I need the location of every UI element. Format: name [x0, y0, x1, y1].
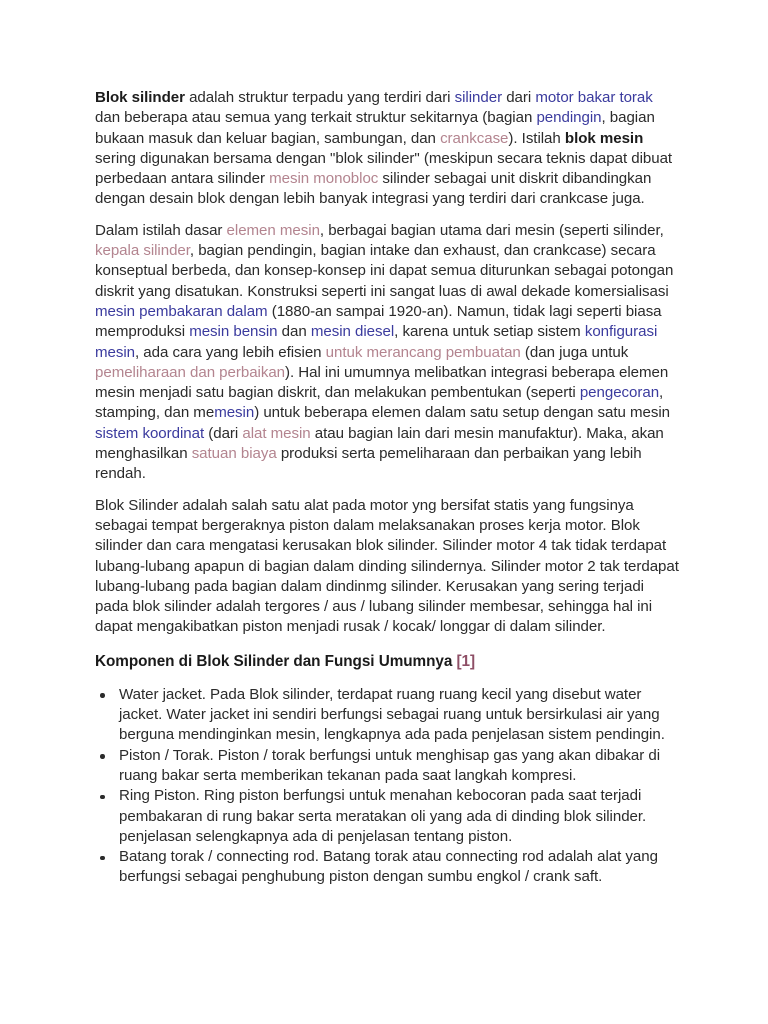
text-run: , berbagai bagian utama dari mesin (seperti silinder, [319, 221, 664, 239]
text-run: ). Hal ini umumnya melibatkan integrasi beberapa elemen mesin menjadi satu bagian diskrit, dan melakukan pembentukan (seperti [95, 363, 669, 402]
link-alat-mesin[interactable]: alat mesin [242, 424, 311, 442]
term-blok-silinder: Blok silinder [95, 89, 185, 106]
text-run: silinder sebagai unit diskrit dibandingkan dengan desain blok dengan lebih banyak integrasi yang terdiri dari crankcase juga. [95, 170, 652, 208]
paragraph-blok-silinder-fungsi: Blok Silinder adalah salah satu alat pada motor yng bersifat statis yang fungsinya sebagai tempat bergeraknya piston dalam melaksanakan proses kerja motor. Blok silinder dan cara mengatasi kerusakan blok silinder. Silinder motor 4 tak tidak terdapat lubang-lubang apapun di bagian dalam dinding silindernya. Silinder motor 2 tak terdapat lubang-lubang pada bagian dalam dindinmg silinder. Kerusakan yang sering terjadi pada blok silinder adalah tergores / aus / lubang silinder membesar, sehingga hal ini dapat mengakibatkan piston menjadi rusak / kocak/ longgar di dalam silinder. [95, 496, 679, 636]
list-item-text: Ring Piston. Ring piston berfungsi untuk menahan kebocoran pada saat terjadi pembakaran di rung bakar serta meratakan oli yang ada di dinding blok silinder. penjelasan selengkapnya ada di penjelasan tentang piston. [119, 787, 647, 845]
text-run: (dan juga untuk [520, 343, 629, 361]
link-pemeliharaan-dan-perbaikan[interactable]: pemeliharaan dan perbaikan [95, 363, 286, 381]
text-run: , karena untuk setiap sistem [394, 323, 585, 341]
text-run: Dalam istilah dasar [95, 221, 227, 239]
text-run: dan beberapa atau semua yang terkait struktur sekitarnya (bagian [95, 109, 537, 127]
komponen-list [95, 685, 679, 888]
link-mesin[interactable]: mesin [214, 404, 255, 422]
link-pendingin[interactable]: pendingin [536, 109, 602, 127]
link-untuk-merancang-pembuatan[interactable]: untuk merancang pembuatan [325, 343, 521, 361]
heading-title: Komponen di Blok Silinder dan Fungsi Umumnya [95, 652, 453, 670]
paragraph-elemen-mesin [95, 221, 679, 485]
document-body [95, 88, 679, 888]
text-run: , bagian pendingin, bagian intake dan exhaust, dan crankcase) secara konseptual berbeda, dan konsep-konsep ini dapat semua diturunkan sebagai potongan diskrit yang disatukan. Konstruksi seperti ini sangat luas di awal dekade komersialisasi [95, 242, 674, 300]
term-blok-mesin: blok mesin [564, 129, 644, 147]
list-item-text: Water jacket. Pada Blok silinder, terdapat ruang ruang kecil yang disebut water jacket. Water jacket ini sendiri berfungsi sebagai ruang untuk bersirkulasi air yang berguna mendinginkan mesin, lengkapnya ada pada penjelasan sistem pendingin. [119, 685, 665, 744]
text-run: produksi serta pemeliharaan dan perbaikan yang lebih rendah. [95, 445, 642, 483]
link-satuan-biaya[interactable]: satuan biaya [191, 445, 277, 463]
text-run: , stamping, dan me [95, 384, 664, 422]
text-run: (dari [204, 424, 243, 442]
list-item [95, 685, 679, 746]
link-mesin-diesel[interactable]: mesin diesel [310, 323, 395, 341]
text-run: ) untuk beberapa elemen dalam satu setup dengan satu mesin [254, 404, 671, 422]
link-sistem-koordinat[interactable]: sistem koordinat [95, 424, 205, 442]
list-item [95, 847, 679, 888]
text-run: atau bagian lain dari mesin manufaktur). Maka, akan menghasilkan [95, 424, 664, 463]
link-pengecoran[interactable]: pengecoran [579, 384, 660, 402]
list-item [95, 746, 679, 787]
text-run: , bagian bukaan masuk dan keluar bagian, sambungan, dan [95, 109, 655, 147]
text-run: adalah struktur terpadu yang terdiri dari [184, 89, 455, 106]
link-mesin-monobloc[interactable]: mesin monobloc [269, 170, 379, 188]
link-konfigurasi-mesin[interactable]: konfigurasi mesin [95, 323, 658, 361]
link-kepala-silinder[interactable]: kepala silinder [95, 242, 190, 260]
link-silinder[interactable]: silinder [454, 89, 503, 106]
link-crankcase[interactable]: crankcase [440, 129, 509, 147]
link-elemen-mesin[interactable]: elemen mesin [226, 221, 320, 239]
link-motor-bakar-torak[interactable]: motor bakar torak [535, 89, 653, 106]
text-run: sering digunakan bersama dengan "blok silinder" (meskipun secara teknis dapat dibuat perbedaan antara silinder [95, 149, 673, 188]
text-run: dan [277, 323, 311, 341]
text-run: dari [502, 89, 536, 106]
text-run: (1880-an sampai 1920-an). Namun, tidak lagi seperti biasa memproduksi [95, 302, 662, 341]
section-heading-komponen [95, 652, 679, 672]
text-run: , ada cara yang lebih efisien [135, 343, 326, 361]
paragraph-intro [95, 88, 679, 210]
list-item [95, 786, 679, 847]
link-mesin-bensin[interactable]: mesin bensin [189, 323, 278, 341]
list-item-text: Batang torak / connecting rod. Batang torak atau connecting rod adalah alat yang berfungsi sebagai penghubung piston dengan sumbu engkol / crank saft. [119, 848, 658, 886]
text-run: ). Istilah [508, 129, 565, 147]
reference-marker[interactable]: [1] [452, 652, 476, 670]
list-item-text: Piston / Torak. Piston / torak berfungsi untuk menghisap gas yang akan dibakar di ruang bakar serta memberikan tekanan pada saat langkah kompresi. [119, 746, 661, 784]
link-mesin-pembakaran-dalam[interactable]: mesin pembakaran dalam [95, 302, 268, 320]
